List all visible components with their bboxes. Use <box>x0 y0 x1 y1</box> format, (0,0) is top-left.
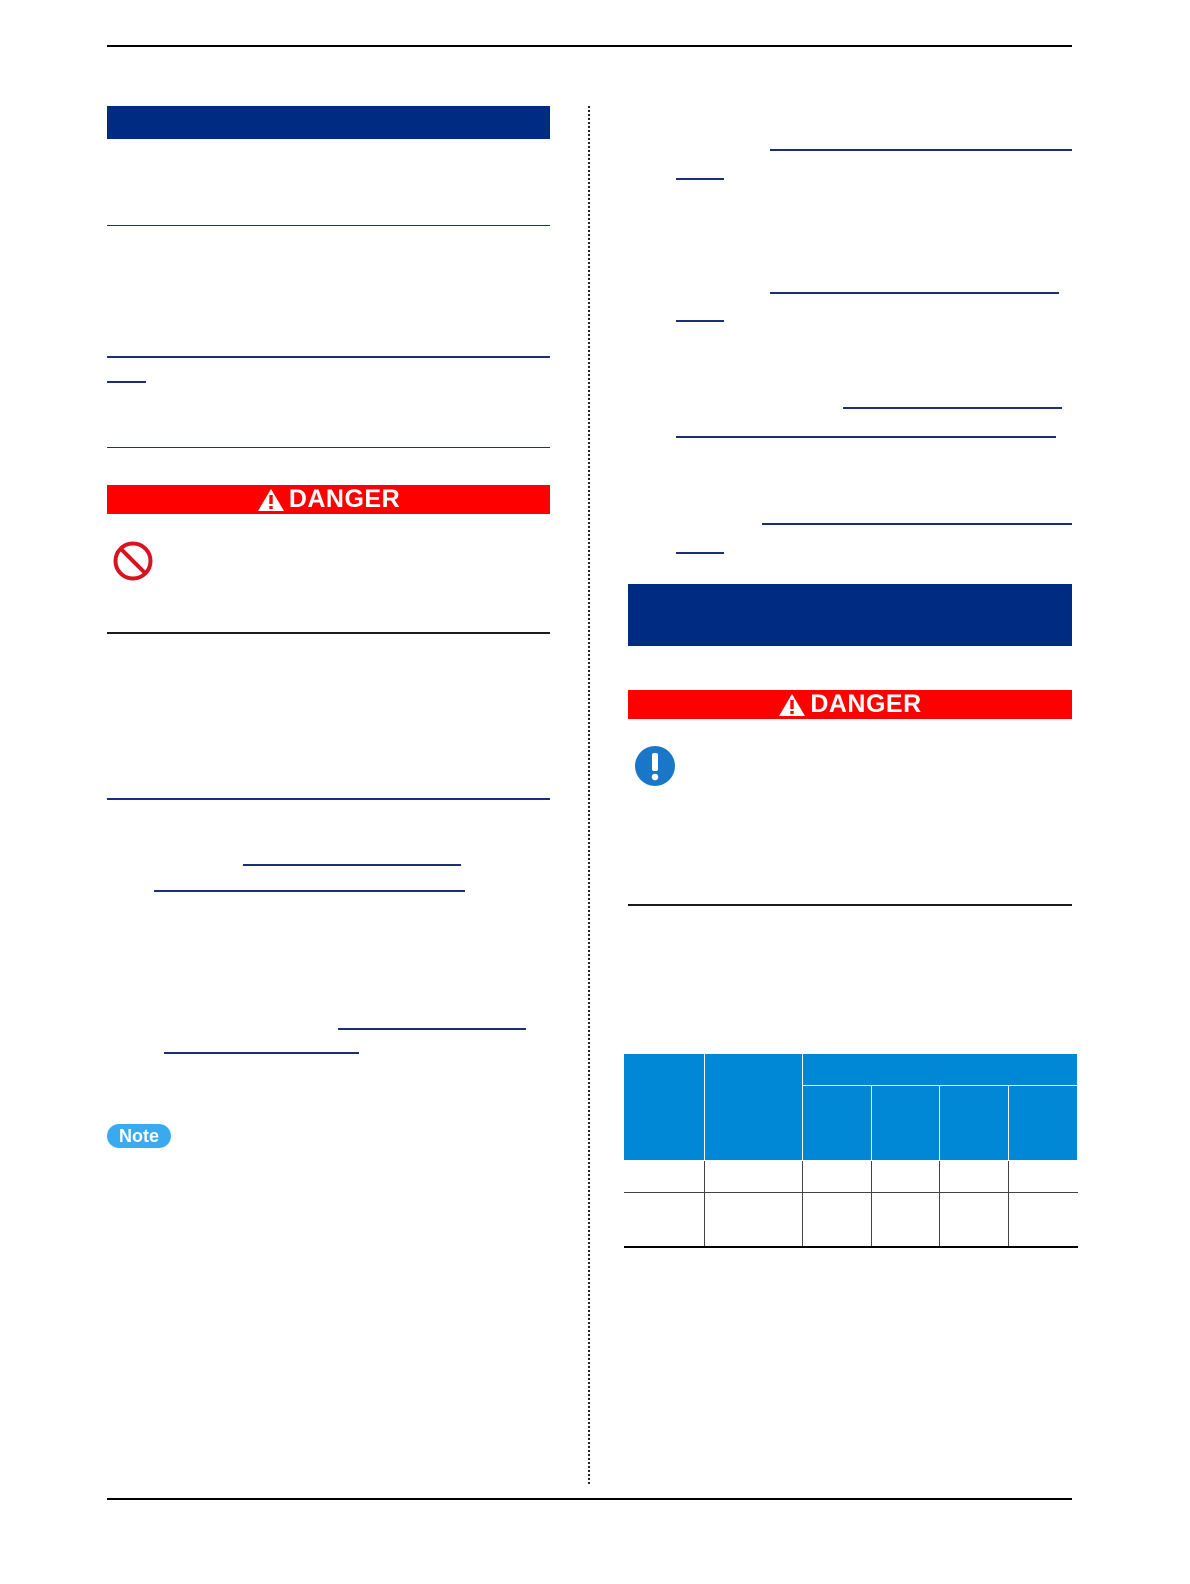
table-header-cell-1 <box>624 1054 705 1161</box>
left-link-underline-1b[interactable] <box>107 381 146 383</box>
right-link-underline-1a[interactable] <box>770 149 1072 151</box>
left-danger-label: DANGER <box>288 485 401 513</box>
table-cell <box>803 1161 872 1193</box>
page-header-rule <box>107 45 1072 47</box>
left-section-heading-bar <box>107 106 550 139</box>
left-danger-banner <box>107 485 550 514</box>
table-cell <box>940 1193 1009 1247</box>
table-subheader-cell-3 <box>940 1086 1009 1161</box>
left-link-underline-1a[interactable] <box>107 356 550 358</box>
table-cell <box>803 1193 872 1247</box>
right-link-underline-1b[interactable] <box>676 178 724 180</box>
right-link-underline-4a[interactable] <box>762 523 1072 525</box>
right-link-underline-4b[interactable] <box>676 552 724 554</box>
right-link-underline-3a[interactable] <box>843 407 1062 409</box>
table-cell <box>872 1193 940 1247</box>
table-subheader-cell-2 <box>872 1086 940 1161</box>
mandatory-action-icon <box>634 745 676 787</box>
right-danger-banner <box>628 690 1072 719</box>
table-header-cell-2 <box>705 1054 803 1161</box>
table-cell <box>872 1161 940 1193</box>
right-danger-label: DANGER <box>810 690 922 718</box>
left-link-underline-2a[interactable] <box>243 864 461 866</box>
note-badge: Note <box>107 1124 171 1148</box>
left-link-underline-3b[interactable] <box>164 1052 359 1054</box>
table-subheader-cell-4 <box>1009 1086 1078 1161</box>
left-link-underline-3a[interactable] <box>338 1028 526 1030</box>
left-subheading-rule-1 <box>107 225 550 226</box>
warning-triangle-icon <box>257 488 285 512</box>
right-section-heading-bar <box>628 584 1072 646</box>
table-cell <box>624 1193 705 1247</box>
column-divider <box>588 106 590 1484</box>
right-link-underline-2b[interactable] <box>676 320 724 322</box>
table-row <box>624 1161 1078 1193</box>
right-link-underline-3b[interactable] <box>676 436 1056 438</box>
left-danger-box-bottom-rule <box>107 632 550 634</box>
left-subheading-rule-3 <box>107 798 550 800</box>
table-cell <box>940 1161 1009 1193</box>
page-footer-rule <box>107 1498 1072 1500</box>
table-cell <box>1009 1193 1078 1247</box>
right-link-underline-2a[interactable] <box>770 292 1059 294</box>
right-danger-box-bottom-rule <box>628 904 1072 906</box>
left-link-underline-2b[interactable] <box>154 890 465 892</box>
table-row <box>624 1193 1078 1247</box>
table-cell <box>624 1161 705 1193</box>
table-cell <box>705 1161 803 1193</box>
left-subheading-rule-2 <box>107 447 550 448</box>
warning-triangle-icon <box>778 693 806 717</box>
table-cell <box>1009 1161 1078 1193</box>
spec-table <box>623 1053 1078 1248</box>
table-cell <box>705 1193 803 1247</box>
table-header-group-cell <box>803 1054 1078 1086</box>
prohibited-icon <box>112 540 154 582</box>
table-subheader-cell-1 <box>803 1086 872 1161</box>
